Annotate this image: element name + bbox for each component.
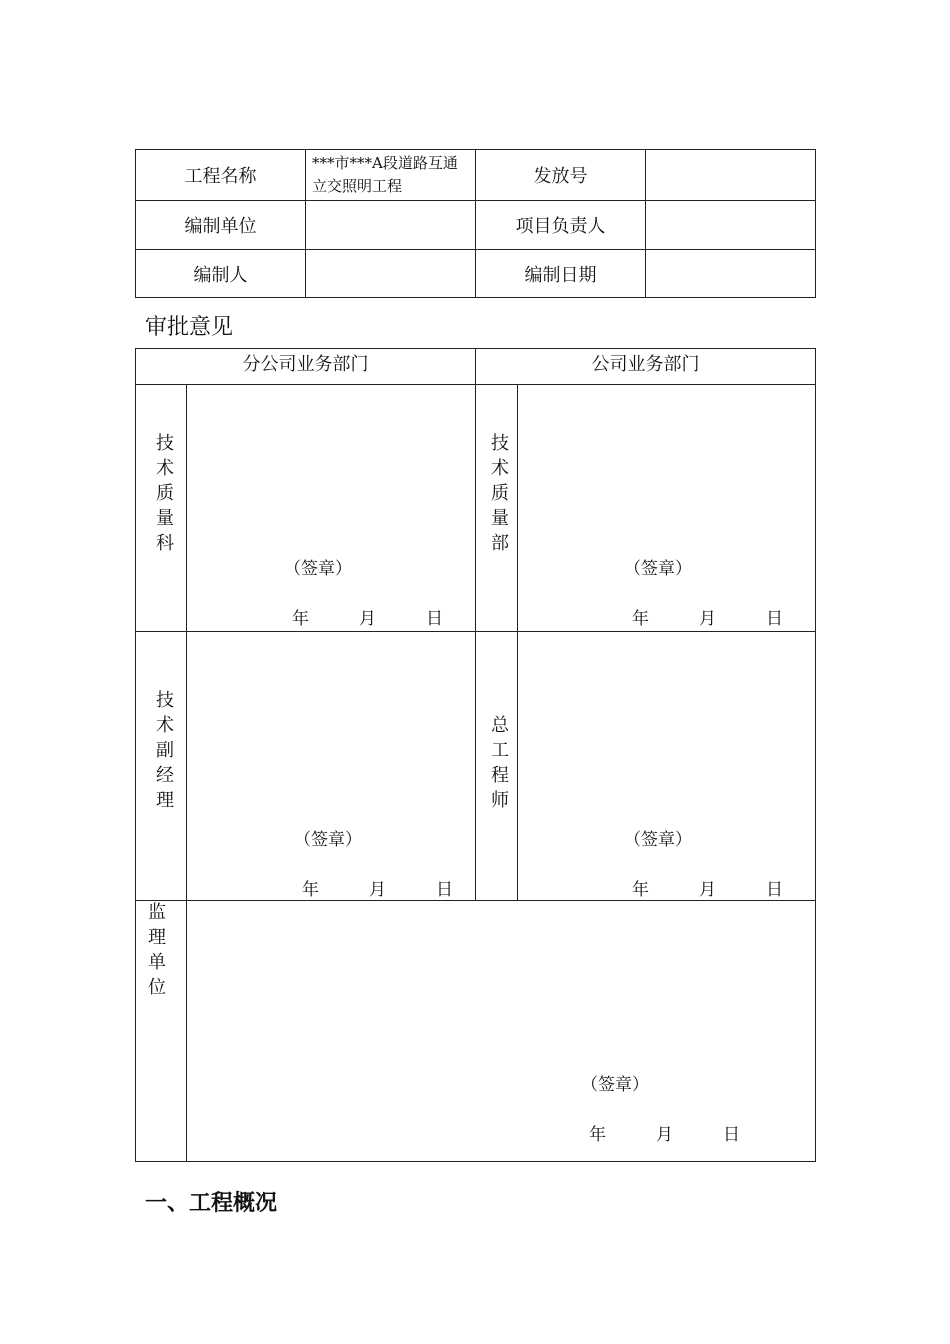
compile-date-label: 编制日期 — [524, 264, 597, 286]
compiler-value — [306, 250, 475, 297]
seal-label: （签章） — [284, 559, 352, 579]
compile-unit-label: 编制单位 — [184, 216, 257, 237]
table-border — [135, 348, 136, 1162]
year-label: 年 — [302, 880, 319, 900]
section-heading: 一、工程概况 — [145, 1191, 278, 1216]
day-label: 日 — [723, 1125, 740, 1145]
month-label: 月 — [369, 880, 386, 900]
date-line — [302, 875, 453, 900]
seal-label: （签章） — [624, 559, 692, 579]
date-line — [589, 1120, 740, 1145]
date-line — [292, 604, 443, 629]
supervision-unit-label: 监理单位 — [145, 902, 166, 1002]
project-leader-label: 项目负责人 — [515, 216, 606, 237]
compiler-label: 编制人 — [193, 264, 248, 286]
approval-title: 审批意见 — [145, 315, 234, 340]
month-label: 月 — [699, 880, 716, 900]
day-label: 日 — [426, 609, 443, 629]
table-border — [135, 1161, 816, 1162]
project-name-value: ***市***A段道路互通立交照明工程 — [312, 154, 458, 195]
date-line — [632, 875, 783, 900]
table-border — [815, 348, 816, 1162]
month-label: 月 — [699, 609, 716, 629]
date-line — [632, 604, 783, 629]
year-label: 年 — [292, 609, 309, 629]
issue-no-value — [646, 150, 815, 200]
month-label: 月 — [656, 1125, 673, 1145]
tech-quality-dept-label: 技术质量部 — [488, 433, 509, 558]
tech-quality-section-label: 技术质量科 — [153, 433, 174, 558]
seal-label: （签章） — [581, 1075, 649, 1095]
year-label: 年 — [632, 609, 649, 629]
branch-dept-header: 分公司业务部门 — [242, 354, 369, 375]
tech-deputy-manager-label: 技术副经理 — [153, 690, 174, 815]
day-label: 日 — [766, 609, 783, 629]
seal-label: （签章） — [624, 830, 692, 850]
month-label: 月 — [359, 609, 376, 629]
compile-unit-value — [306, 201, 475, 249]
table-border — [815, 149, 816, 298]
day-label: 日 — [766, 880, 783, 900]
year-label: 年 — [632, 880, 649, 900]
seal-label: （签章） — [294, 830, 362, 850]
issue-no-label: 发放号 — [533, 166, 588, 187]
table-border — [517, 384, 518, 901]
project-leader-value — [646, 201, 815, 249]
table-border — [475, 348, 476, 901]
project-name-label: 工程名称 — [184, 166, 257, 187]
table-border — [186, 384, 187, 1161]
compile-date-value — [646, 250, 815, 297]
chief-engineer-label: 总工程师 — [488, 715, 509, 815]
year-label: 年 — [589, 1125, 606, 1145]
company-dept-header: 公司业务部门 — [591, 354, 700, 375]
day-label: 日 — [436, 880, 453, 900]
